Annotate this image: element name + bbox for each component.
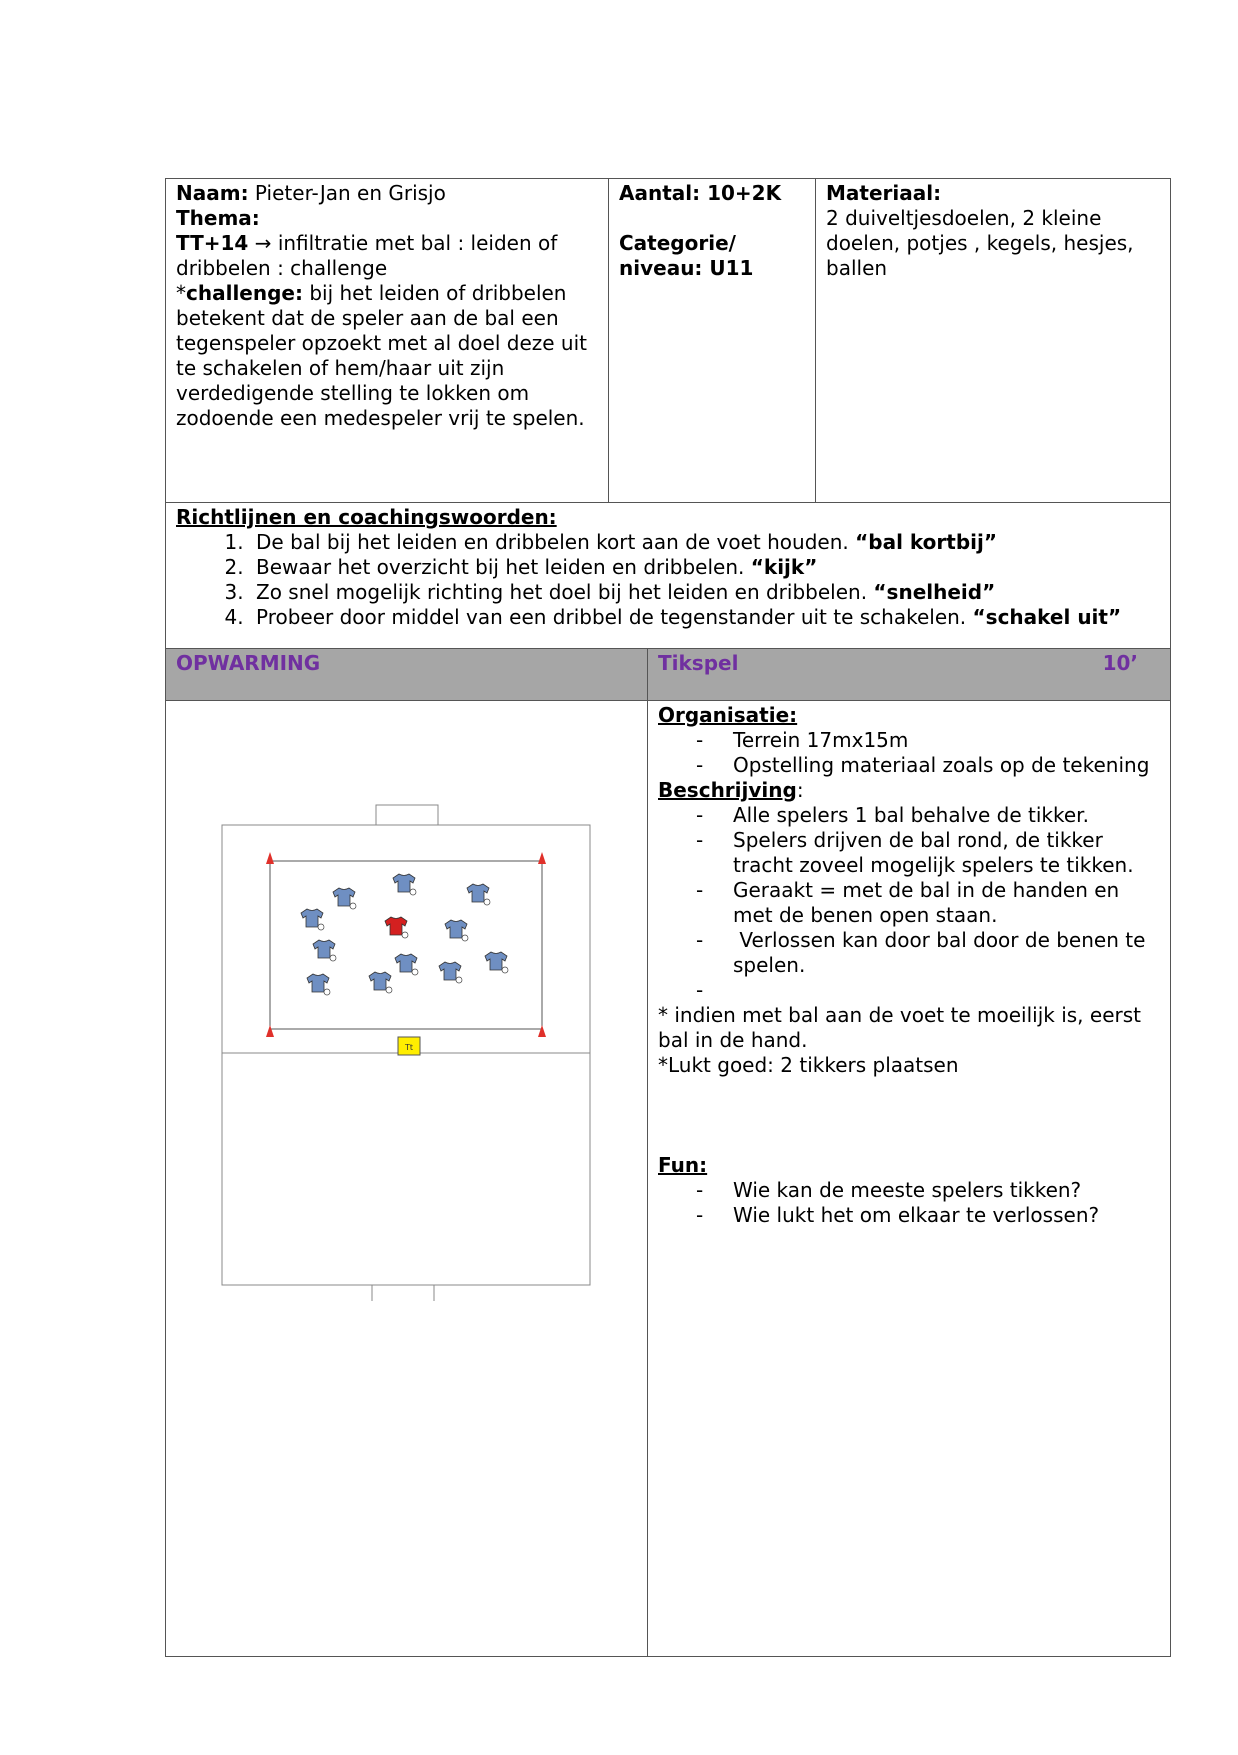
thema-label: Thema: bbox=[176, 206, 260, 230]
training-table bbox=[165, 178, 1171, 1657]
section-name: OPWARMING bbox=[166, 649, 648, 701]
naam-thema-cell bbox=[166, 179, 609, 503]
tikker-box-label: Tt bbox=[404, 1043, 414, 1052]
list-item: - Alle spelers 1 bal behalve de tikker. bbox=[696, 803, 1160, 828]
cone-icon bbox=[266, 852, 274, 864]
header-row bbox=[166, 179, 1171, 503]
fun-title: Fun: bbox=[658, 1153, 708, 1177]
thema-text bbox=[176, 231, 598, 281]
richtlijnen-row bbox=[166, 503, 1171, 649]
exercise-header bbox=[648, 649, 1171, 701]
tt-label: TT+14 bbox=[176, 231, 249, 255]
list-item: - Opstelling materiaal zoals op de tekening bbox=[696, 753, 1160, 778]
note-2: *Lukt goed: 2 tikkers plaatsen bbox=[658, 1053, 959, 1077]
cone-icon bbox=[538, 1025, 546, 1037]
player-shirt-icon bbox=[395, 954, 418, 975]
beschrijving-colon: : bbox=[796, 778, 804, 802]
guideline-text: Zo snel mogelijk richting het doel bij het leiden en dribbelen. bbox=[256, 580, 874, 604]
list-item bbox=[696, 978, 1160, 1003]
richtlijnen-title: Richtlijnen en coachingswoorden: bbox=[176, 505, 557, 529]
player-shirt-icon bbox=[467, 884, 490, 905]
bottom-goal bbox=[372, 1285, 434, 1301]
naam-value: Pieter-Jan en Grisjo bbox=[248, 181, 446, 205]
details-cell bbox=[648, 701, 1171, 1657]
coaching-word: “kijk” bbox=[750, 555, 818, 579]
tikker-shirt-icon bbox=[385, 917, 408, 938]
challenge-description: bij het leiden of dribbelen betekent dat de speler aan de bal een tegenspeler opzoekt met al doel deze uit te schakelen of hem/haar uit zijn verdedigende stelling te lokken om zodoende een medespeler vrij te spelen. bbox=[176, 281, 587, 430]
exercise-row bbox=[166, 701, 1171, 1657]
top-goal bbox=[376, 805, 438, 825]
player-shirt-icon bbox=[439, 962, 462, 983]
list-item: - Wie kan de meeste spelers tikken? bbox=[696, 1178, 1160, 1203]
list-item: - Wie lukt het om elkaar te verlossen? bbox=[696, 1203, 1160, 1228]
beschrijving-list bbox=[658, 803, 1160, 1003]
naam-line bbox=[176, 181, 598, 206]
player-shirt-icon bbox=[369, 972, 392, 993]
list-item bbox=[250, 580, 1160, 605]
challenge-prefix: * bbox=[176, 281, 186, 305]
materiaal-cell bbox=[816, 179, 1171, 503]
fun-list bbox=[658, 1178, 1160, 1228]
field-diagram bbox=[166, 701, 646, 1301]
coaching-word: “bal kortbij” bbox=[855, 530, 997, 554]
guideline-text: De bal bij het leiden en dribbelen kort aan de voet houden. bbox=[256, 530, 856, 554]
cone-icon bbox=[538, 852, 546, 864]
coaching-word: “schakel uit” bbox=[972, 605, 1122, 629]
beschrijving-title: Beschrijving bbox=[658, 778, 797, 802]
categorie-line1: Categorie/ bbox=[619, 231, 736, 255]
guideline-text: Bewaar het overzicht bij het leiden en dribbelen. bbox=[256, 555, 751, 579]
session-sheet bbox=[165, 178, 1170, 1657]
challenge-label: challenge: bbox=[186, 281, 303, 305]
coaching-word: “snelheid” bbox=[873, 580, 996, 604]
list-item: - Spelers drijven de bal rond, de tikker tracht zoveel mogelijk spelers te tikken. bbox=[696, 828, 1160, 878]
organisatie-title: Organisatie: bbox=[658, 703, 798, 727]
diagram-cell bbox=[166, 701, 648, 1657]
section-header-row bbox=[166, 649, 1171, 701]
cone-icon bbox=[266, 1025, 274, 1037]
player-shirt-icon bbox=[393, 874, 416, 895]
materiaal-label: Materiaal: bbox=[826, 181, 942, 205]
categorie-line2: niveau: U11 bbox=[619, 256, 754, 280]
arrow-right-icon: → bbox=[254, 231, 272, 255]
player-shirt-icon bbox=[485, 952, 508, 973]
materiaal-text: 2 duiveltjesdoelen, 2 kleine doelen, potjes , kegels, hesjes, ballen bbox=[826, 206, 1134, 280]
player-shirt-icon bbox=[313, 940, 336, 961]
tikker-box bbox=[398, 1037, 420, 1055]
exercise-name: Tikspel bbox=[658, 651, 739, 675]
list-item bbox=[250, 605, 1160, 630]
aantal: Aantal: 10+2K bbox=[619, 181, 782, 205]
list-item: - Terrein 17mx15m bbox=[696, 728, 1160, 753]
naam-label: Naam: bbox=[176, 181, 249, 205]
beschrijving-heading bbox=[658, 778, 1160, 803]
note-1: * indien met bal aan de voet te moeilijk is, eerst bal in de hand. bbox=[658, 1003, 1141, 1052]
player-shirt-icon bbox=[307, 974, 330, 995]
exercise-duration: 10’ bbox=[1102, 651, 1138, 675]
list-item: - Verlossen kan door bal door de benen te spelen. bbox=[696, 928, 1160, 978]
list-item: - Geraakt = met de bal in de handen en met de benen open staan. bbox=[696, 878, 1160, 928]
guideline-text: Probeer door middel van een dribbel de tegenstander uit te schakelen. bbox=[256, 605, 973, 629]
list-item bbox=[250, 530, 1160, 555]
aantal-cell bbox=[609, 179, 816, 503]
player-shirt-icon bbox=[333, 888, 356, 909]
richtlijnen-cell bbox=[166, 503, 1171, 649]
challenge-text bbox=[176, 281, 598, 431]
player-shirt-icon bbox=[445, 920, 468, 941]
player-shirt-icon bbox=[301, 909, 324, 930]
richtlijnen-list bbox=[176, 530, 1160, 630]
organisatie-list bbox=[658, 728, 1160, 778]
tt-text: infiltratie met bal : leiden of dribbelen : challenge bbox=[176, 231, 558, 280]
list-item bbox=[250, 555, 1160, 580]
